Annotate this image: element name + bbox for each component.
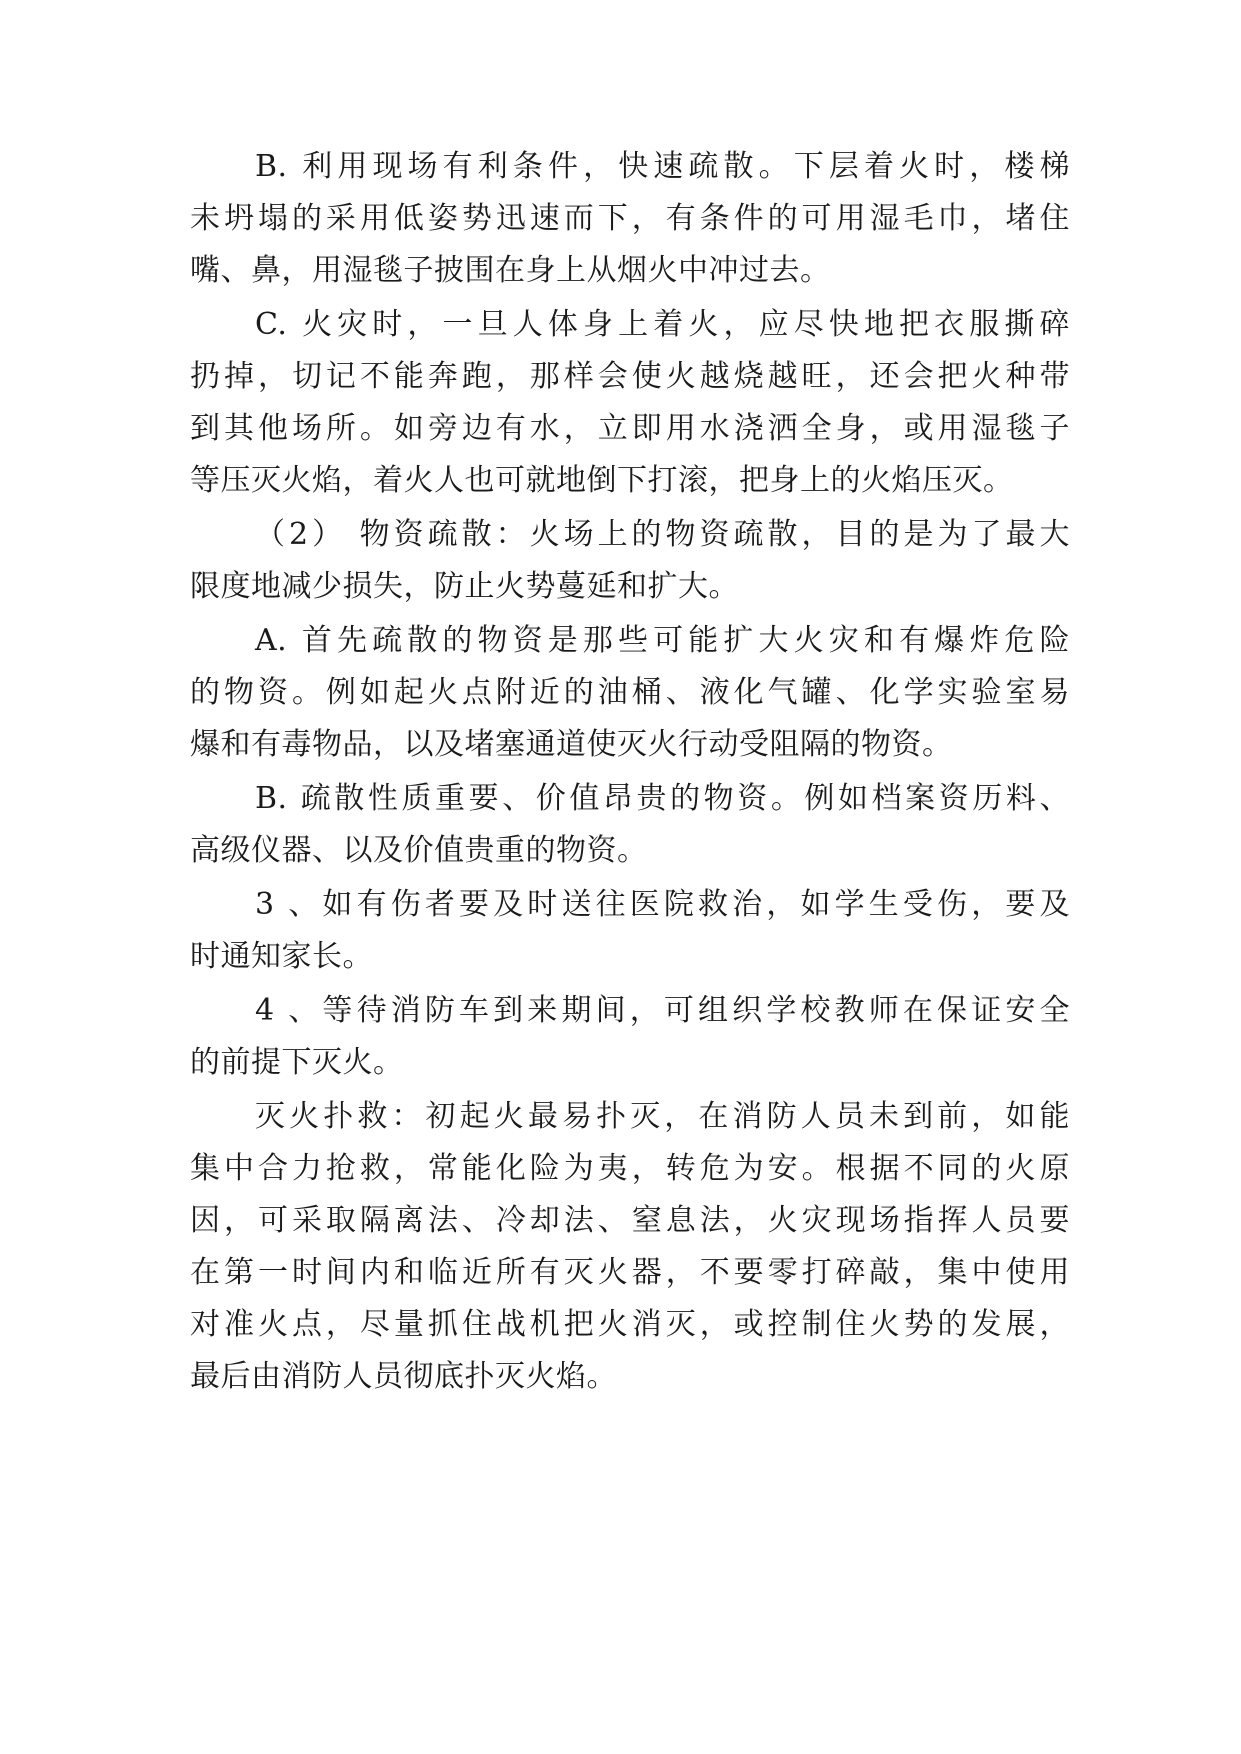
paragraph-4-line-3: 爆和有毒物品，以及堵塞通道使灭火行动受阻隔的物资。 bbox=[190, 727, 953, 762]
paragraph-8-line-3: 因，可采取隔离法、冷却法、窒息法，火灾现场指挥人员要 bbox=[190, 1203, 1070, 1238]
paragraph-7-line-2: 的前提下灭火。 bbox=[190, 1045, 404, 1080]
paragraph-8-line-6: 最后由消防人员彻底扑灭火焰。 bbox=[190, 1359, 617, 1394]
paragraph-2-line-2: 扔掉，切记不能奔跑，那样会使火越烧越旺，还会把火种带 bbox=[190, 359, 1070, 394]
paragraph-2-line-4: 等压灭火焰，着火人也可就地倒下打滚，把身上的火焰压灭。 bbox=[190, 463, 1014, 498]
paragraph-8-line-4: 在第一时间内和临近所有灭火器，不要零打碎敲，集中使用 bbox=[190, 1255, 1070, 1290]
paragraph-3-line-1: （2） 物资疏散：火场上的物资疏散，目的是为了最大 bbox=[255, 517, 1070, 552]
paragraph-8-line-5: 对准火点，尽量抓住战机把火消灭，或控制住火势的发展， bbox=[190, 1307, 1070, 1342]
paragraph-7-line-1: 4 、等待消防车到来期间，可组织学校教师在保证安全 bbox=[255, 993, 1070, 1028]
paragraph-1-line-3: 嘴、鼻，用湿毯子披围在身上从烟火中冲过去。 bbox=[190, 253, 831, 288]
paragraph-8-line-1: 灭火扑救：初起火最易扑灭，在消防人员未到前，如能 bbox=[255, 1099, 1070, 1134]
paragraph-2-line-3: 到其他场所。如旁边有水，立即用水浇洒全身，或用湿毯子 bbox=[190, 411, 1070, 446]
paragraph-6-line-1: 3 、如有伤者要及时送往医院救治，如学生受伤，要及 bbox=[255, 887, 1070, 922]
paragraph-3-line-2: 限度地减少损失，防止火势蔓延和扩大。 bbox=[190, 569, 739, 604]
paragraph-1-line-2: 未坍塌的采用低姿势迅速而下，有条件的可用湿毛巾，堵住 bbox=[190, 201, 1070, 236]
paragraph-6-line-2: 时通知家长。 bbox=[190, 939, 373, 974]
paragraph-2-line-1: C. 火灾时，一旦人体身上着火，应尽快地把衣服撕碎 bbox=[255, 307, 1070, 342]
paragraph-1-line-1: B. 利用现场有利条件，快速疏散。下层着火时，楼梯 bbox=[255, 149, 1070, 184]
paragraph-5-line-2: 高级仪器、以及价值贵重的物资。 bbox=[190, 833, 648, 868]
paragraph-4-line-2: 的物资。例如起火点附近的油桶、液化气罐、化学实验室易 bbox=[190, 675, 1070, 710]
paragraph-4-line-1: A. 首先疏散的物资是那些可能扩大火灾和有爆炸危险 bbox=[255, 623, 1070, 658]
paragraph-8-line-2: 集中合力抢救，常能化险为夷，转危为安。根据不同的火原 bbox=[190, 1151, 1070, 1186]
paragraph-5-line-1: B. 疏散性质重要、价值昂贵的物资。例如档案资历料、 bbox=[255, 781, 1070, 816]
